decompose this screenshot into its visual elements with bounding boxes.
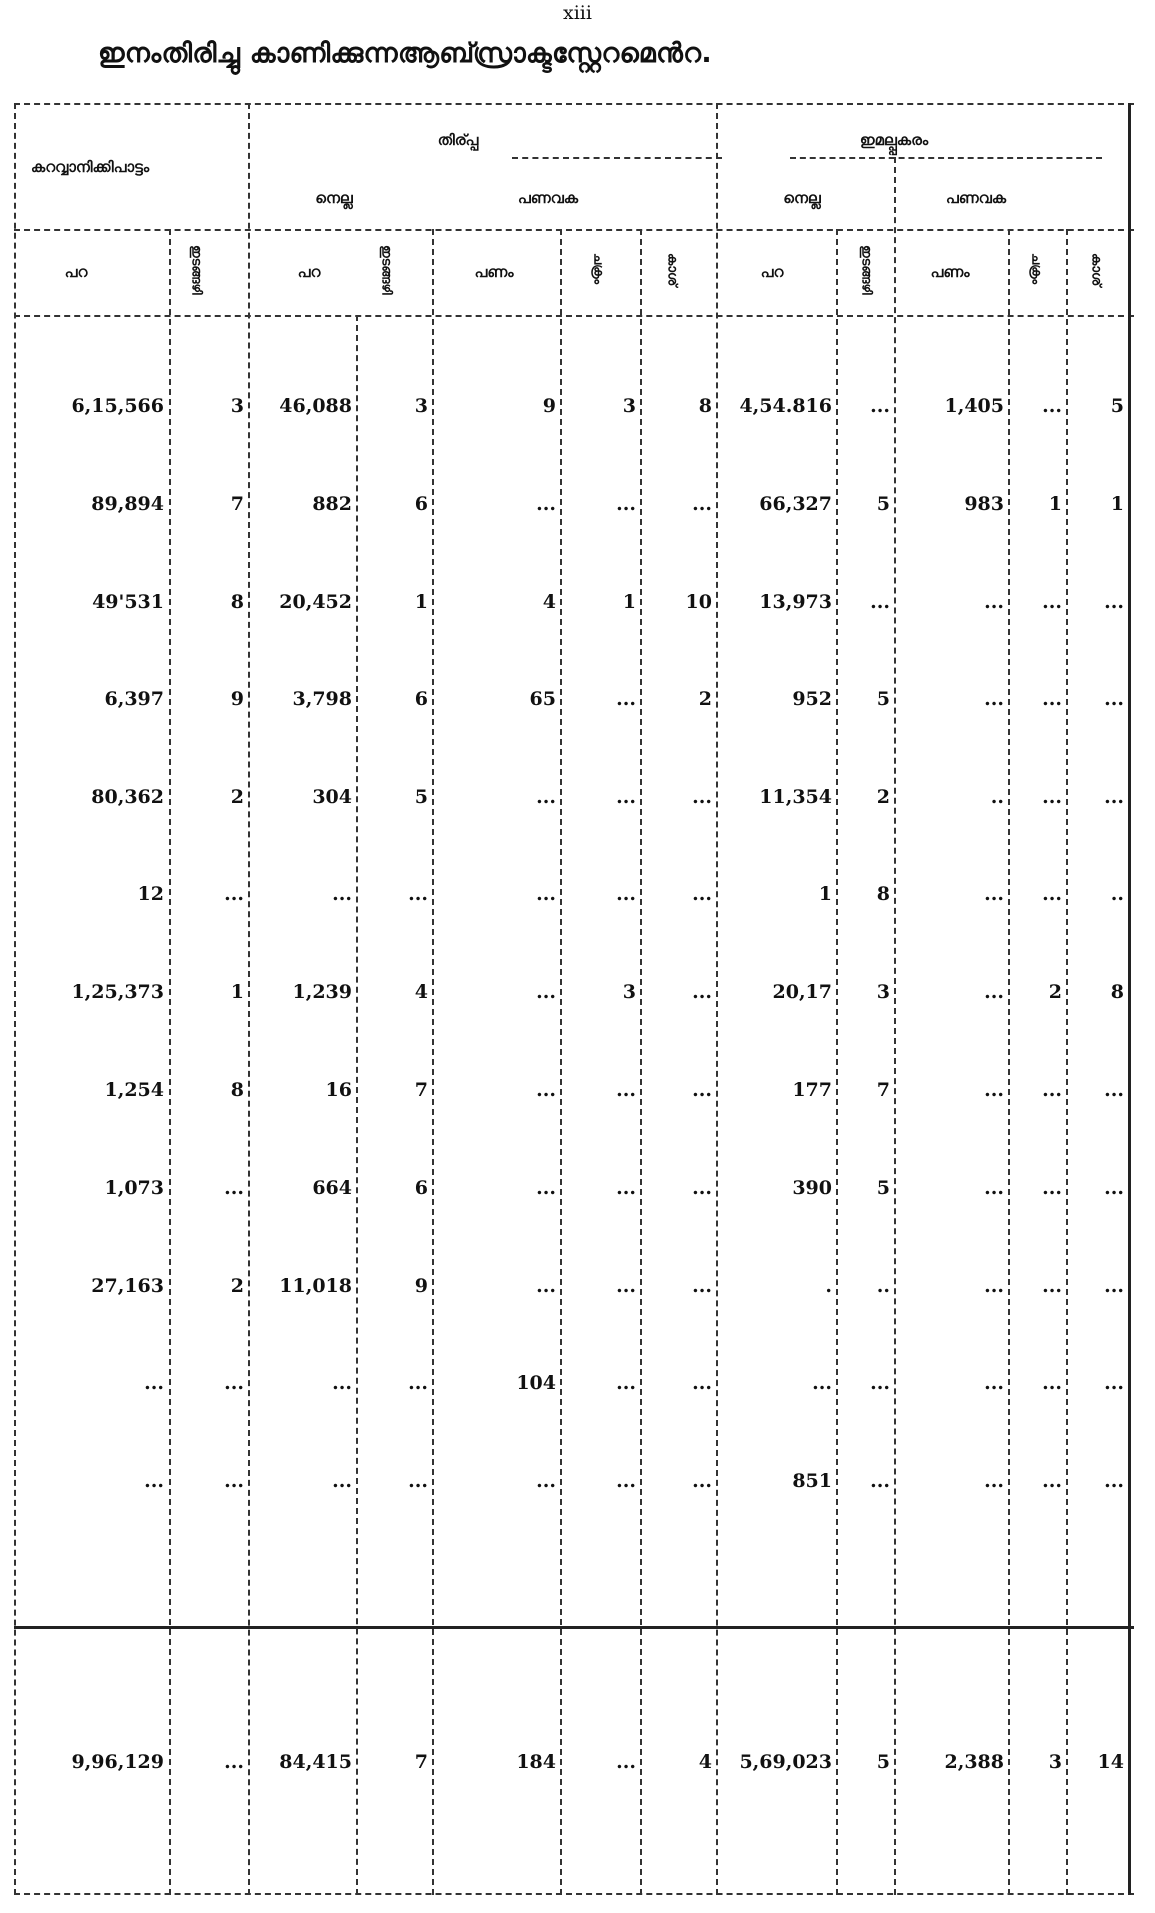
- table-row-2-cell: 6: [414, 493, 428, 515]
- col-rule-1: [169, 229, 171, 1895]
- table-row-5-cell: ..: [990, 786, 1004, 808]
- table-row-7-cell: 2: [1048, 981, 1062, 1003]
- table-row-2-cell: ...: [692, 493, 712, 515]
- table-row-5-cell: 5: [414, 786, 428, 808]
- header-kasu-b: കാശ്: [1088, 253, 1104, 287]
- total-row-cell: 4: [698, 1751, 712, 1773]
- table-row-3-cell: ...: [1104, 591, 1124, 613]
- table-top-rule: [14, 103, 1134, 105]
- table-row-4-cell: 2: [698, 688, 712, 710]
- table-row-6-cell: ...: [692, 883, 712, 905]
- total-row-cell: 84,415: [279, 1751, 352, 1773]
- table-row-12-cell: 851: [792, 1470, 832, 1492]
- table-row-8-cell: ...: [536, 1079, 556, 1101]
- table-row-3-cell: 10: [685, 591, 712, 613]
- table-row-7-cell: ...: [692, 981, 712, 1003]
- table-row-1-cell: 3: [230, 395, 244, 417]
- table-row-5-cell: ...: [1042, 786, 1062, 808]
- table-row-12-cell: ...: [870, 1470, 890, 1492]
- table-row-10-cell: ...: [1104, 1275, 1124, 1297]
- table-row-7-cell: 1,25,373: [71, 981, 164, 1003]
- table-row-1-cell: 3: [622, 395, 636, 417]
- total-row-cell: 2,388: [944, 1751, 1004, 1773]
- total-row-cell: ...: [224, 1751, 244, 1773]
- col-rule-7: [716, 103, 718, 1895]
- table-row-8-cell: ...: [692, 1079, 712, 1101]
- table-row-2-cell: 89,894: [91, 493, 164, 515]
- total-row-cell: 7: [414, 1751, 428, 1773]
- table-row-11-cell: ...: [408, 1372, 428, 1394]
- table-row-7-cell: 3: [622, 981, 636, 1003]
- table-row-3-cell: 20,452: [279, 591, 352, 613]
- table-row-4-cell: ...: [1042, 688, 1062, 710]
- header-group-a: തിര്പ്പ: [437, 131, 479, 149]
- table-row-10-cell: ...: [1042, 1275, 1062, 1297]
- table-row-5-cell: ...: [616, 786, 636, 808]
- table-row-5-cell: 304: [312, 786, 352, 808]
- table-row-9-cell: ...: [984, 1177, 1004, 1199]
- table-row-2-cell: 882: [312, 493, 352, 515]
- table-row-7-cell: 3: [876, 981, 890, 1003]
- table-row-6-cell: ...: [408, 883, 428, 905]
- table-row-12-cell: ...: [984, 1470, 1004, 1492]
- col-rule-5: [560, 229, 562, 1895]
- table-row-3-cell: 13,973: [759, 591, 832, 613]
- table-row-9-cell: 6: [414, 1177, 428, 1199]
- table-row-8-cell: 1,254: [104, 1079, 164, 1101]
- table-row-8-cell: ...: [1042, 1079, 1062, 1101]
- table-row-8-cell: 8: [230, 1079, 244, 1101]
- table-row-2-cell: ...: [536, 493, 556, 515]
- header-first-group: കറവ്വാനിക്കിപാട്ടം: [30, 158, 150, 176]
- table-row-8-cell: 7: [876, 1079, 890, 1101]
- table-row-6-cell: ...: [616, 883, 636, 905]
- table-row-1-cell: 1,405: [944, 395, 1004, 417]
- total-row-cell: 9,96,129: [71, 1751, 164, 1773]
- table-row-4-cell: 6: [414, 688, 428, 710]
- table-row-10-cell: .: [825, 1275, 832, 1297]
- table-row-2-cell: 5: [876, 493, 890, 515]
- table-row-12-cell: ...: [1104, 1470, 1124, 1492]
- page-title: ഇനംതിരിച്ചു കാണിക്കുന്നആബ്സ്രാക്ടസ്റ്റേറമെൻറ.: [98, 38, 712, 69]
- total-divider-rule: [14, 1626, 1134, 1629]
- table-row-3-cell: 8: [230, 591, 244, 613]
- header-group-b: ഇമല്പ്പകരം: [859, 131, 929, 149]
- table-row-6-cell: ..: [1110, 883, 1124, 905]
- table-row-7-cell: 20,17: [772, 981, 832, 1003]
- table-row-2-cell: 1: [1048, 493, 1062, 515]
- table-row-2-cell: ...: [616, 493, 636, 515]
- header-panam-b: പണം: [930, 263, 970, 281]
- table-row-11-cell: ...: [224, 1372, 244, 1394]
- table-row-5-cell: ...: [536, 786, 556, 808]
- table-row-4-cell: ...: [984, 688, 1004, 710]
- abstract-statement-table: [14, 103, 1136, 1898]
- table-row-9-cell: ...: [536, 1177, 556, 1199]
- table-row-9-cell: ...: [224, 1177, 244, 1199]
- header-para-1: പറ: [64, 263, 88, 281]
- table-row-2-cell: 66,327: [759, 493, 832, 515]
- header-kasu-a: കാശ്: [664, 253, 680, 287]
- table-row-2-cell: 1: [1110, 493, 1124, 515]
- header-para-2: പറ: [297, 263, 321, 281]
- table-row-5-cell: 2: [876, 786, 890, 808]
- col-rule-right: [1128, 103, 1131, 1895]
- table-row-1-cell: ...: [870, 395, 890, 417]
- table-row-11-cell: ...: [1104, 1372, 1124, 1394]
- table-row-7-cell: 8: [1110, 981, 1124, 1003]
- col-rule-10: [1008, 229, 1010, 1895]
- table-row-7-cell: ...: [984, 981, 1004, 1003]
- table-row-3-cell: ...: [1042, 591, 1062, 613]
- table-row-10-cell: 27,163: [91, 1275, 164, 1297]
- table-row-4-cell: 6,397: [104, 688, 164, 710]
- col-rule-9: [894, 157, 896, 1895]
- table-row-9-cell: ...: [692, 1177, 712, 1199]
- header-bottom-rule: [14, 315, 1134, 317]
- header-idangazhi-3: ഇടങ്ങഴി: [858, 245, 874, 295]
- table-row-5-cell: ...: [692, 786, 712, 808]
- table-row-6-cell: ...: [536, 883, 556, 905]
- table-row-6-cell: ...: [984, 883, 1004, 905]
- table-row-9-cell: ...: [616, 1177, 636, 1199]
- table-row-11-cell: ...: [812, 1372, 832, 1394]
- header-idangazhi-1: ഇടങ്ങഴി: [188, 245, 204, 295]
- table-row-6-cell: ...: [1042, 883, 1062, 905]
- total-row-cell: 5: [876, 1751, 890, 1773]
- table-row-3-cell: 1: [622, 591, 636, 613]
- table-row-12-cell: ...: [224, 1470, 244, 1492]
- table-row-12-cell: ...: [536, 1470, 556, 1492]
- table-row-3-cell: ...: [870, 591, 890, 613]
- header-chakram-a: ചക്രം: [590, 253, 606, 285]
- col-rule-2: [248, 103, 250, 1895]
- table-row-8-cell: 16: [325, 1079, 352, 1101]
- table-row-9-cell: 1,073: [104, 1177, 164, 1199]
- page-number: xiii: [563, 2, 592, 24]
- table-row-4-cell: 65: [529, 688, 556, 710]
- table-row-1-cell: 9: [542, 395, 556, 417]
- table-row-12-cell: ...: [144, 1470, 164, 1492]
- table-row-4-cell: 3,798: [292, 688, 352, 710]
- header-idangazhi-2: ഇടങ്ങഴി: [378, 245, 394, 295]
- table-row-5-cell: 11,354: [759, 786, 832, 808]
- table-row-7-cell: 4: [414, 981, 428, 1003]
- table-row-7-cell: 1: [230, 981, 244, 1003]
- table-row-12-cell: ...: [692, 1470, 712, 1492]
- table-row-3-cell: 1: [414, 591, 428, 613]
- table-row-9-cell: 664: [312, 1177, 352, 1199]
- table-row-8-cell: ...: [1104, 1079, 1124, 1101]
- total-row-cell: 5,69,023: [739, 1751, 832, 1773]
- table-row-2-cell: 7: [230, 493, 244, 515]
- table-row-5-cell: 2: [230, 786, 244, 808]
- table-row-12-cell: ...: [1042, 1470, 1062, 1492]
- table-row-6-cell: 1: [818, 883, 832, 905]
- table-row-9-cell: ...: [1104, 1177, 1124, 1199]
- table-row-11-cell: ...: [870, 1372, 890, 1394]
- table-bottom-rule: [14, 1893, 1134, 1895]
- table-row-10-cell: 11,018: [279, 1275, 352, 1297]
- table-row-3-cell: 4: [542, 591, 556, 613]
- table-row-12-cell: ...: [616, 1470, 636, 1492]
- table-row-10-cell: ...: [692, 1275, 712, 1297]
- table-row-12-cell: ...: [408, 1470, 428, 1492]
- table-row-10-cell: 2: [230, 1275, 244, 1297]
- table-row-5-cell: ...: [1104, 786, 1124, 808]
- table-row-3-cell: ...: [984, 591, 1004, 613]
- table-row-11-cell: ...: [144, 1372, 164, 1394]
- table-row-11-cell: 104: [516, 1372, 556, 1394]
- col-rule-4: [432, 229, 434, 1895]
- header-panavaka-b: പണവക: [945, 189, 1007, 207]
- col-rule-6: [640, 229, 642, 1895]
- table-row-1-cell: 46,088: [279, 395, 352, 417]
- table-row-1-cell: 3: [414, 395, 428, 417]
- table-row-4-cell: ...: [1104, 688, 1124, 710]
- col-rule-8: [836, 229, 838, 1895]
- table-row-9-cell: 5: [876, 1177, 890, 1199]
- table-row-1-cell: 8: [698, 395, 712, 417]
- header-nellu-a: നെല്ല: [315, 189, 353, 207]
- table-row-9-cell: ...: [1042, 1177, 1062, 1199]
- total-row-cell: 14: [1097, 1751, 1124, 1773]
- table-row-5-cell: 80,362: [91, 786, 164, 808]
- table-row-11-cell: ...: [692, 1372, 712, 1394]
- header-chakram-b: ചക്രം: [1028, 253, 1044, 285]
- group-b-underline: [790, 157, 1102, 159]
- col-rule-3: [356, 315, 358, 1895]
- table-row-1-cell: 4,54.816: [739, 395, 832, 417]
- table-row-10-cell: 9: [414, 1275, 428, 1297]
- table-row-11-cell: ...: [984, 1372, 1004, 1394]
- table-row-3-cell: 49'531: [92, 591, 164, 613]
- total-row-cell: ...: [616, 1751, 636, 1773]
- table-row-4-cell: 5: [876, 688, 890, 710]
- table-row-8-cell: 177: [792, 1079, 832, 1101]
- table-row-1-cell: 6,15,566: [71, 395, 164, 417]
- table-row-10-cell: ...: [984, 1275, 1004, 1297]
- header-panavaka-a: പണവക: [517, 189, 579, 207]
- total-row-cell: 3: [1048, 1751, 1062, 1773]
- table-row-12-cell: ...: [332, 1470, 352, 1492]
- table-row-10-cell: ...: [616, 1275, 636, 1297]
- table-row-10-cell: ...: [536, 1275, 556, 1297]
- header-divider-rule: [14, 229, 1134, 231]
- total-row-cell: 184: [516, 1751, 556, 1773]
- table-row-8-cell: 7: [414, 1079, 428, 1101]
- table-row-10-cell: ..: [876, 1275, 890, 1297]
- table-row-7-cell: 1,239: [292, 981, 352, 1003]
- table-row-11-cell: ...: [1042, 1372, 1062, 1394]
- table-row-6-cell: ...: [332, 883, 352, 905]
- group-a-underline: [512, 157, 722, 159]
- table-row-11-cell: ...: [332, 1372, 352, 1394]
- table-row-6-cell: 8: [876, 883, 890, 905]
- header-panam-a: പണം: [474, 263, 514, 281]
- header-para-3: പറ: [760, 263, 784, 281]
- table-row-8-cell: ...: [616, 1079, 636, 1101]
- table-row-11-cell: ...: [616, 1372, 636, 1394]
- col-rule-11: [1066, 229, 1068, 1895]
- table-row-4-cell: 952: [792, 688, 832, 710]
- table-row-1-cell: 5: [1110, 395, 1124, 417]
- table-row-6-cell: ...: [224, 883, 244, 905]
- header-nellu-b: നെല്ല: [783, 189, 821, 207]
- table-row-6-cell: 12: [137, 883, 164, 905]
- table-row-2-cell: 983: [964, 493, 1004, 515]
- table-row-4-cell: 9: [230, 688, 244, 710]
- table-row-9-cell: 390: [792, 1177, 832, 1199]
- table-row-1-cell: ...: [1042, 395, 1062, 417]
- table-row-8-cell: ...: [984, 1079, 1004, 1101]
- table-row-4-cell: ...: [616, 688, 636, 710]
- table-row-7-cell: ...: [536, 981, 556, 1003]
- col-rule-0: [14, 103, 16, 1895]
